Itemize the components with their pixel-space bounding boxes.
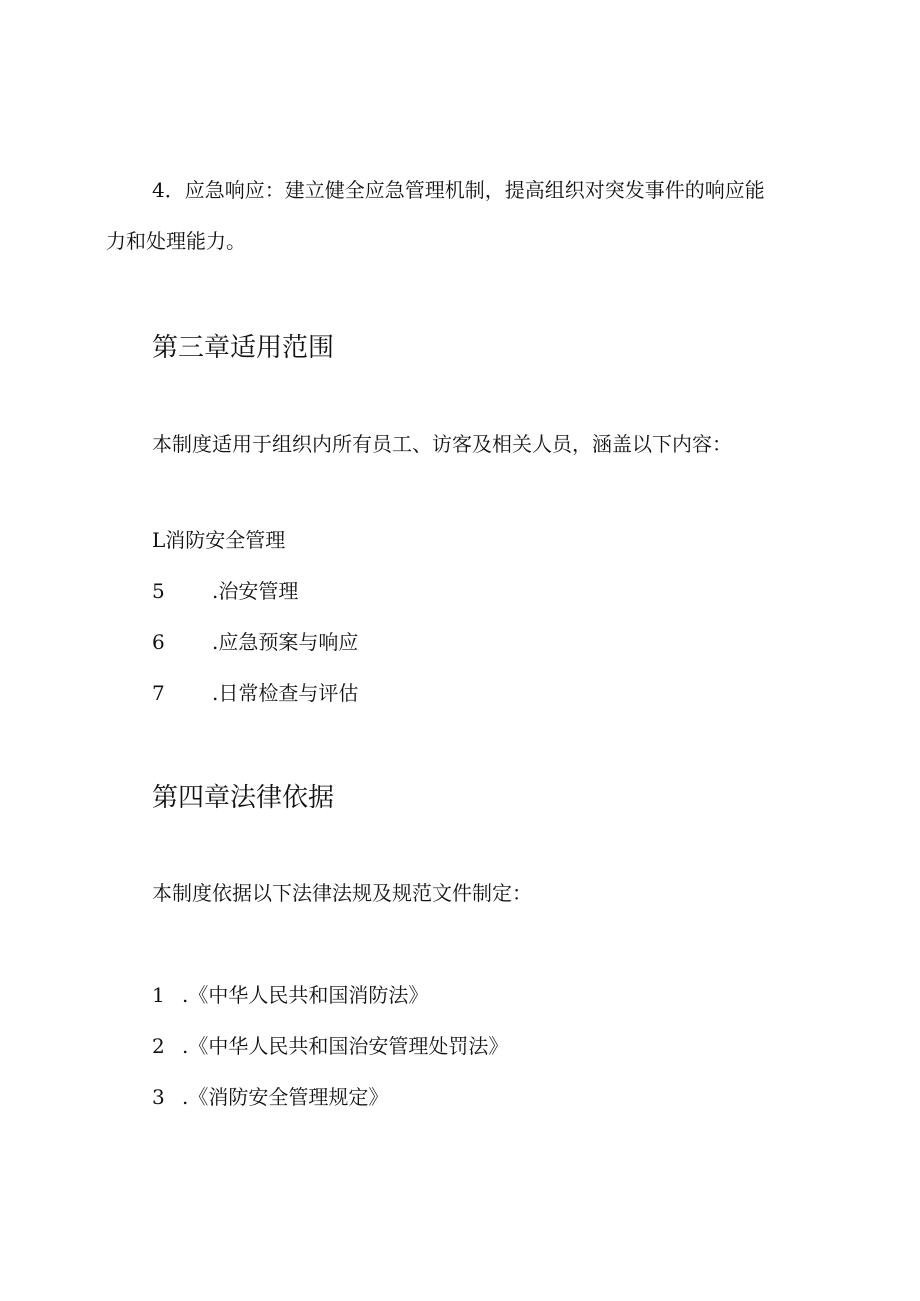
list-item-text: L消防安全管理: [152, 528, 286, 552]
list-item-text: .日常检查与评估: [212, 681, 359, 705]
chapter-4-body: 本制度依据以下法律法规及规范文件制定：: [152, 881, 532, 905]
intro-line-1: 4．应急响应：建立健全应急管理机制，提高组织对突发事件的响应能: [152, 178, 765, 202]
list-item-number: 1: [152, 983, 165, 1007]
list-item-number: 2: [152, 1034, 165, 1058]
list-item-number: 7: [152, 681, 165, 705]
list-item-text: .治安管理: [212, 579, 299, 603]
list-item: [152, 576, 298, 606]
list-item-text: .《消防安全管理规定》: [182, 1085, 389, 1109]
chapter-3-title: 第三章适用范围: [152, 333, 335, 363]
list-item-number: 6: [152, 630, 165, 654]
list-item-number: 3: [152, 1085, 165, 1109]
list-item-text: .《中华人民共和国治安管理处罚法》: [182, 1034, 509, 1058]
list-item-number: 5: [152, 579, 165, 603]
list-item: [152, 980, 428, 1010]
list-item: [152, 1031, 508, 1061]
list-item: [152, 1082, 388, 1112]
list-item: [152, 525, 285, 555]
intro-line-2: 力和处理能力。: [106, 229, 246, 253]
chapter-4-title: 第四章法律依据: [152, 783, 335, 813]
list-item: [152, 678, 358, 708]
chapter-3-body: 本制度适用于组织内所有员工、访客及相关人员，涵盖以下内容：: [152, 432, 732, 456]
list-item-text: .应急预案与响应: [212, 630, 359, 654]
list-item-text: .《中华人民共和国消防法》: [182, 983, 429, 1007]
list-item: [152, 627, 358, 657]
